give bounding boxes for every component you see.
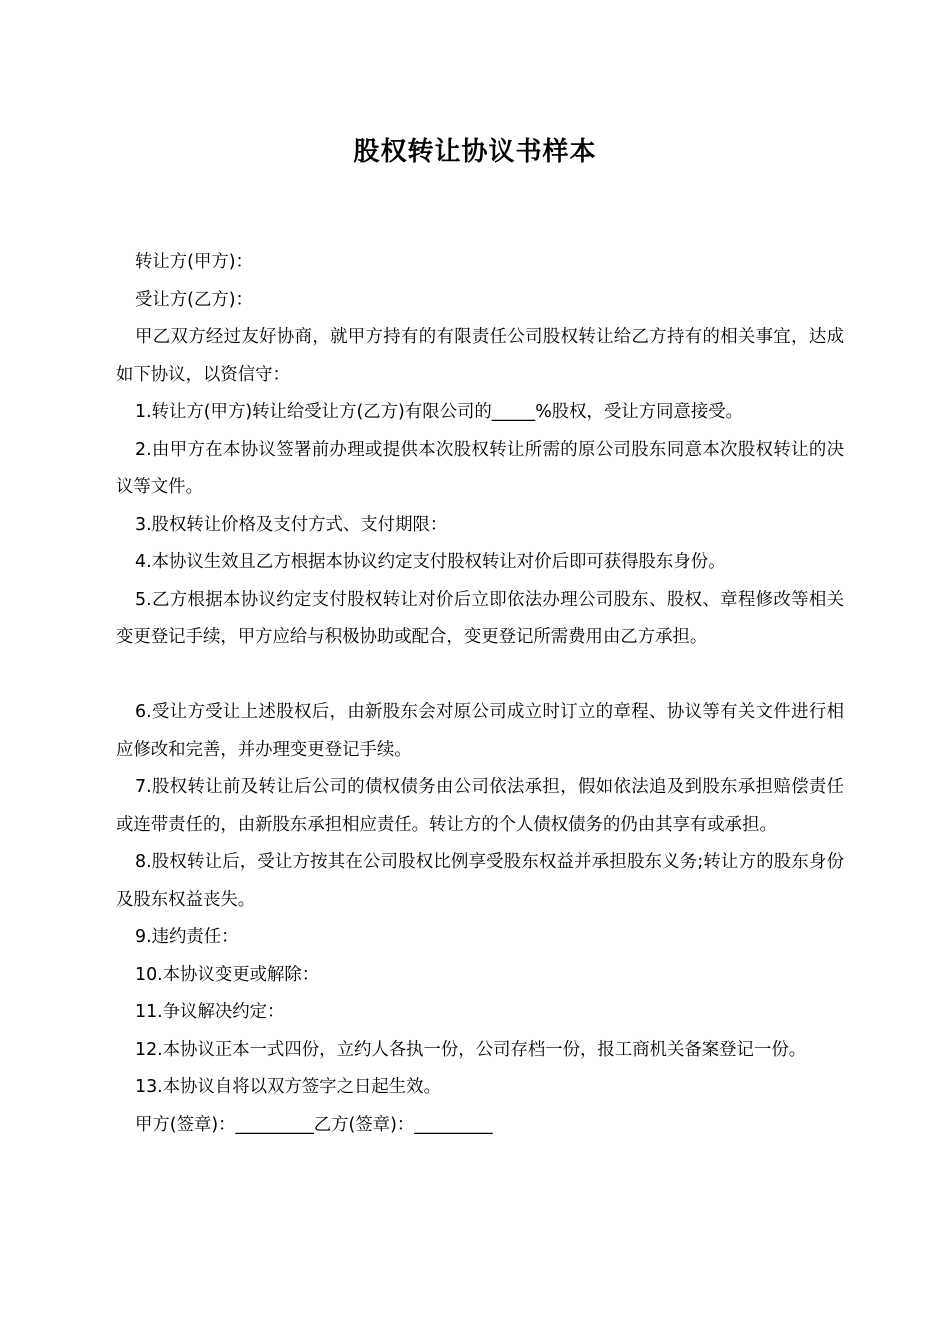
clause-3: 3.股权转让价格及支付方式、支付期限：	[135, 514, 448, 535]
signature-line: 甲方(签章)：_________乙方(签章)：_________	[135, 1114, 493, 1135]
clause-1: 1.转让方(甲方)转让给受让方(乙方)有限公司的_____%股权，受让方同意接受。	[135, 402, 744, 422]
clause-10: 10.本协议变更或解除：	[135, 964, 320, 985]
clause-6: 6.受让方受让上述股权后，由新股东会对原公司成立时订立的章程、协议等有关文件进行相应修改和完善，并办理变更登记手续。	[116, 702, 844, 760]
clause-5: 5.乙方根据本协议约定支付股权转让对价后立即依法办理公司股东、股权、章程修改等相关变更登记手续，甲方应给与积极协助或配合，变更登记所需费用由乙方承担。	[116, 589, 844, 647]
document-body	[116, 244, 844, 1144]
clause-2: 2.由甲方在本协议签署前办理或提供本次股权转让所需的原公司股东同意本次股权转让的决议等文件。	[116, 439, 844, 497]
clause-8: 8.股权转让后，受让方按其在公司股权比例享受股东权益并承担股东义务;转让方的股东身份及股东权益丧失。	[116, 852, 844, 910]
clause-12: 12.本协议正本一式四份，立约人各执一份，公司存档一份，报工商机关备案登记一份。	[135, 1039, 807, 1060]
clause-9: 9.违约责任：	[135, 927, 239, 947]
transferor-line: 转让方(甲方)：	[135, 252, 253, 272]
intro-paragraph: 甲乙双方经过友好协商，就甲方持有的有限责任公司股权转让给乙方持有的相关事宜，达成如下协议，以资信守：	[116, 327, 844, 385]
document-title: 股权转让协议书样本	[353, 137, 597, 167]
clause-4: 4.本协议生效且乙方根据本协议约定支付股权转让对价后即可获得股东身份。	[135, 552, 726, 572]
blank-line	[116, 657, 844, 695]
clause-7: 7.股权转让前及转让后公司的债权债务由公司依法承担，假如依法追及到股东承担赔偿责任或连带责任的，由新股东承担相应责任。转让方的个人债权债务的仍由其享有或承担。	[116, 777, 844, 835]
clause-11: 11.争议解决约定：	[135, 1002, 285, 1022]
transferee-line: 受让方(乙方)：	[135, 289, 253, 310]
clause-13: 13.本协议自将以双方签字之日起生效。	[135, 1077, 441, 1097]
